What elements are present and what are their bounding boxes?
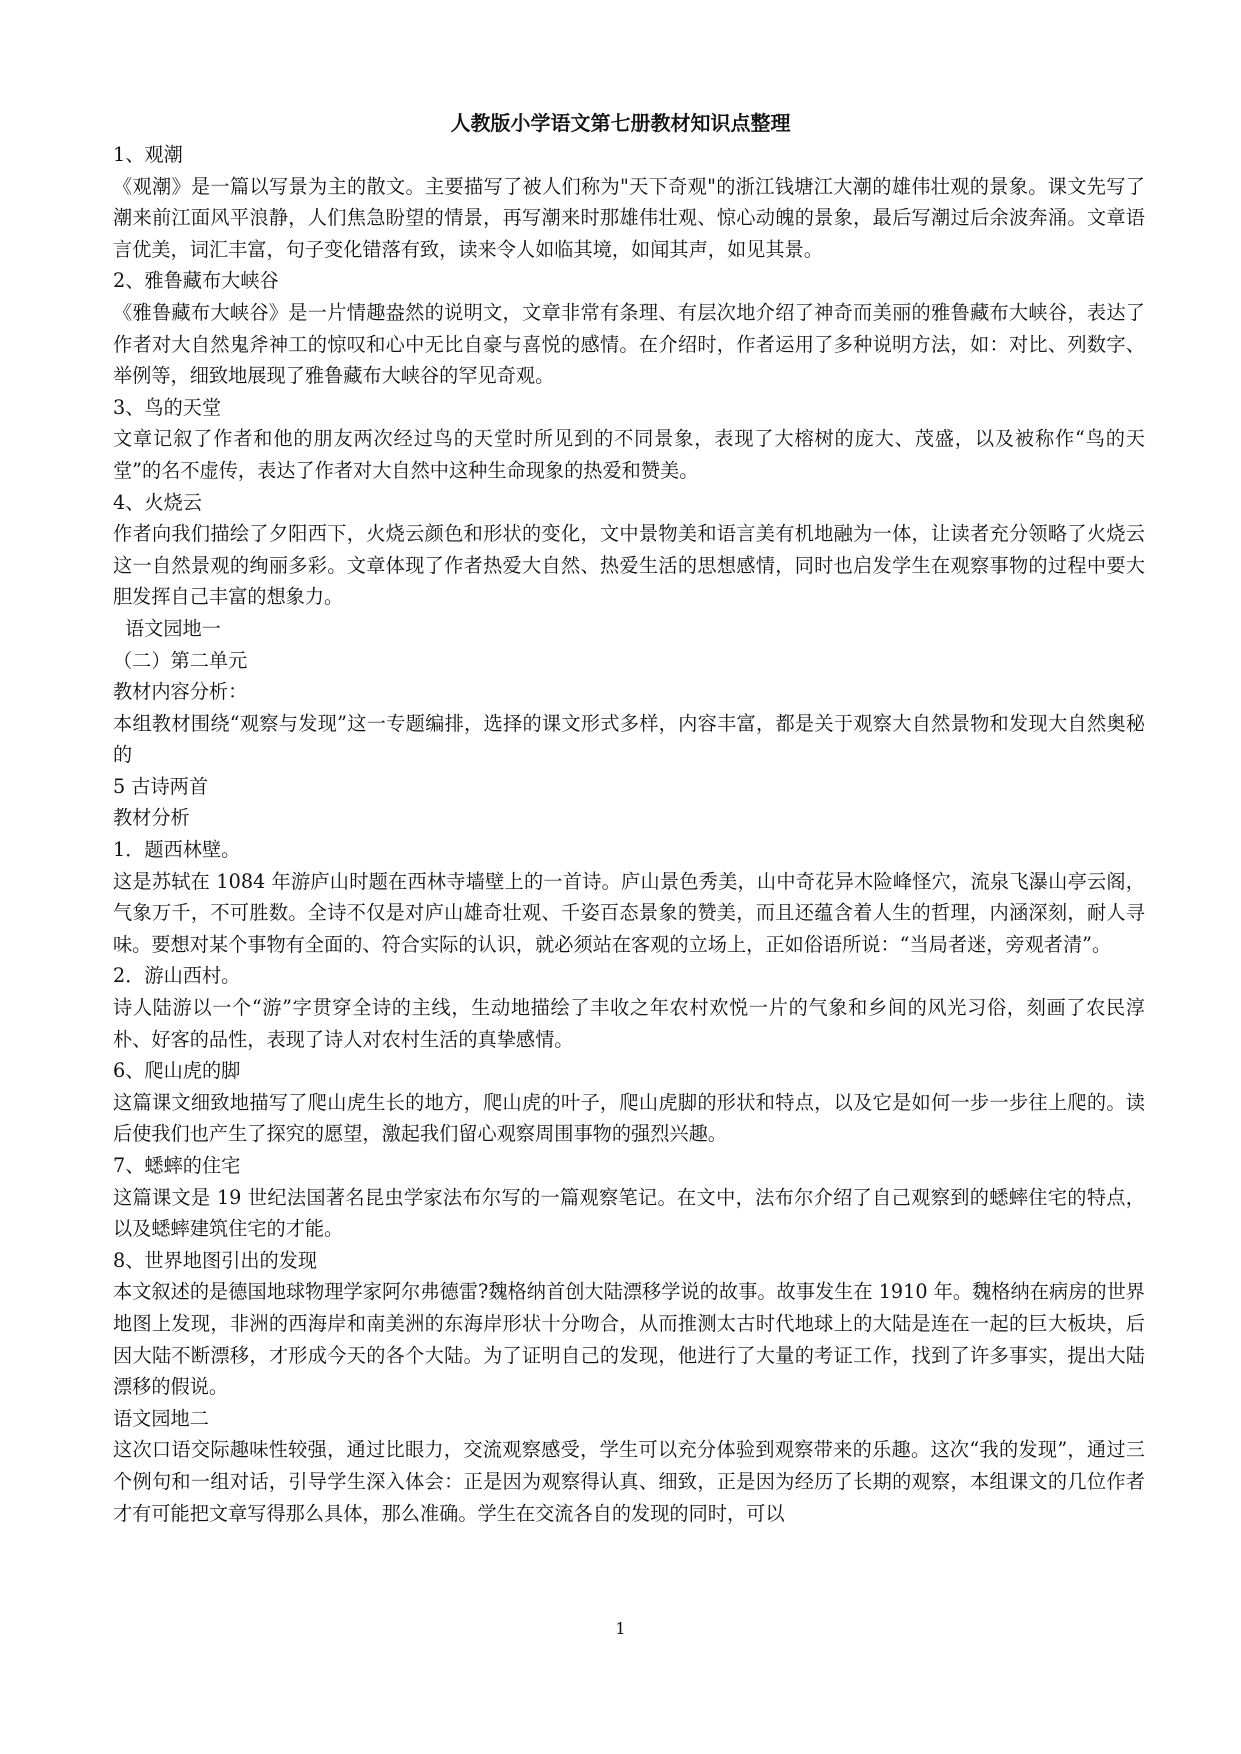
paragraph: 作者向我们描绘了夕阳西下，火烧云颜色和形状的变化，文中景物美和语言美有机地融为一体，让读者充分领略了火烧云这一自然景观的绚丽多彩。文章体现了作者热爱大自然、热爱生活的思想感情，同时也启发学生在观察事物的过程中要大胆发挥自己丰富的想象力。 (113, 522, 1145, 609)
paragraph: 《雅鲁藏布大峡谷》是一片情趣盎然的说明文，文章非常有条理、有层次地介绍了神奇而美丽的雅鲁藏布大峡谷，表达了作者对大自然鬼斧神工的惊叹和心中无比自豪与喜悦的感情。在介绍时，作者运用了多种说明方法，如：对比、列数字、举例等，细致地展现了雅鲁藏布大峡谷的罕见奇观。 (113, 300, 1145, 388)
paragraph: 4、火烧云 (113, 490, 202, 514)
paragraph: 文章记叙了作者和他的朋友两次经过鸟的天堂时所见到的不同景象，表现了大榕树的庞大、茂盛，以及被称作“鸟的天堂”的名不虚传，表达了作者对大自然中这种生命现象的热爱和赞美。 (113, 427, 1145, 482)
paragraph: 教材内容分析： (113, 680, 248, 704)
paragraph: 这次口语交际趣味性较强，通过比眼力，交流观察感受，学生可以充分体验到观察带来的乐趣。这次“我的发现”，通过三个例句和一组对话，引导学生深入体会：正是因为观察得认真、细致，正是因为经历了长期的观察，本组课文的几位作者才有可能把文章写得那么具体，那么准确。学生在交流各自的发现的同时，可以 (113, 1438, 1145, 1525)
paragraph: 1．题西林壁。 (113, 838, 241, 862)
paragraph: 3、鸟的天堂 (113, 395, 222, 419)
paragraph: 本组教材围绕“观察与发现”这一专题编排，选择的课文形式多样，内容丰富，都是关于观察大自然景物和发现大自然奥秘的 (113, 711, 1145, 767)
paragraph: 这篇课文是 19 世纪法国著名昆虫学家法布尔写的一篇观察笔记。在文中，法布尔介绍了自己观察到的蟋蟀住宅的特点，以及蟋蟀建筑住宅的才能。 (113, 1185, 1145, 1241)
paragraph: 这篇课文细致地描写了爬山虎生长的地方，爬山虎的叶子，爬山虎脚的形状和特点，以及它是如何一步一步往上爬的。读后使我们也产生了探究的愿望，激起我们留心观察周围事物的强烈兴趣。 (113, 1090, 1145, 1146)
paragraph: 6、爬山虎的脚 (113, 1059, 241, 1083)
paragraph: 诗人陆游以一个“游”字贯穿全诗的主线，生动地描绘了丰收之年农村欢悦一片的气象和乡间的风光习俗，刻画了农民淳朴、好客的品性，表现了诗人对农村生活的真挚感情。 (113, 996, 1145, 1051)
paragraph: （二）第二单元 (113, 648, 248, 672)
document-body (113, 139, 1145, 1529)
paragraph: 7、蟋蟀的住宅 (113, 1154, 241, 1177)
paragraph: 这是苏轼在 1084 年游庐山时题在西林寺墙壁上的一首诗。庐山景色秀美，山中奇花异木险峰怪穴，流泉飞瀑山亭云阁，气象万千，不可胜数。全诗不仅是对庐山雄奇壮观、千姿百态景象的赞美，而且还蕴含着人生的哲理，内涵深刻，耐人寻味。要想对某个事物有全面的、符合实际的认识，就必须站在客观的立场上，正如俗语所说：“当局者迷，旁观者清”。 (113, 869, 1145, 956)
paragraph: 本文叙述的是德国地球物理学家阿尔弗德雷?魏格纳首创大陆漂移学说的故事。故事发生在 1910 年。魏格纳在病房的世界地图上发现，非洲的西海岸和南美洲的东海岸形状十分吻合，从而推测太古时代地球上的大陆是连在一起的巨大板块，后因大陆不断漂移，才形成今天的各个大陆。为了证明自己的发现，他进行了大量的考证工作，找到了许多事实，提出大陆漂移的假说。 (113, 1280, 1145, 1399)
paragraph: 5 古诗两首 (113, 774, 209, 798)
paragraph: 语文园地一 (125, 616, 221, 640)
paragraph: 《观潮》是一篇以写景为主的散文。主要描写了被人们称为"天下奇观"的浙江钱塘江大潮的雄伟壮观的景象。课文先写了潮来前江面风平浪静，人们焦急盼望的情景，再写潮来时那雄伟壮观、惊心动魄的景象，最后写潮过后余波奔涌。文章语言优美，词汇丰富，句子变化错落有致，读来令人如临其境，如闻其声，如见其景。 (113, 174, 1145, 261)
paragraph: 语文园地二 (113, 1406, 209, 1430)
paragraph: 2、雅鲁藏布大峡谷 (113, 269, 279, 293)
paragraph: 2．游山西村。 (113, 964, 241, 988)
page-number: 1 (615, 1619, 626, 1638)
paragraph: 8、世界地图引出的发现 (113, 1248, 318, 1272)
paragraph: 教材分析 (113, 806, 190, 830)
paragraph: 1、观潮 (113, 143, 183, 166)
document-title: 人教版小学语文第七册教材知识点整理 (450, 111, 791, 135)
